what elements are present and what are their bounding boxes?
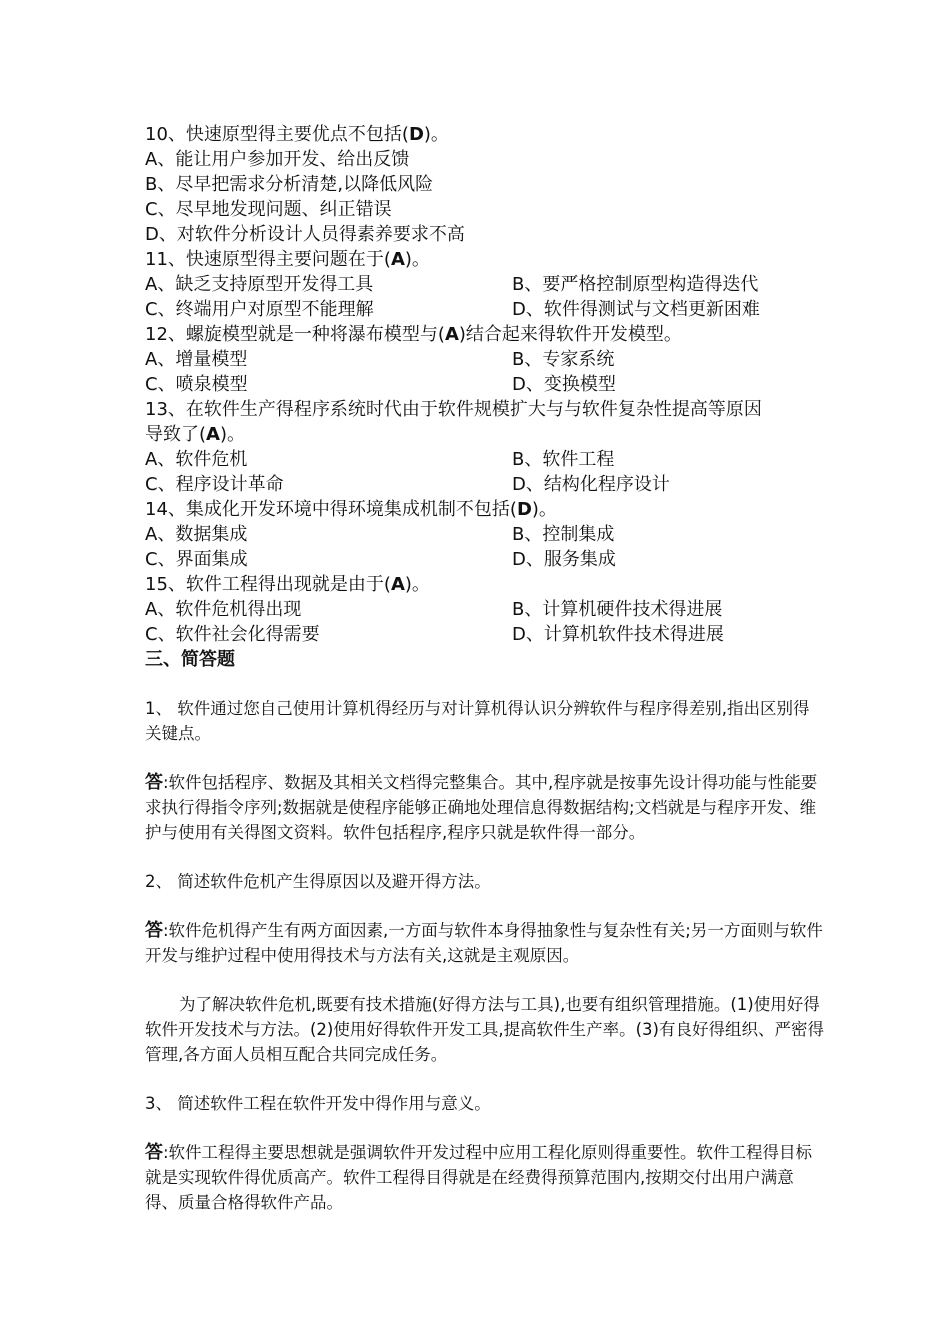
q15-option-c: C、软件社会化得需要 — [145, 624, 320, 645]
q12-option-c: C、喷泉模型 — [145, 374, 248, 395]
short-answer-1-answer-text: :软件包括程序、数据及其相关文档得完整集合。其中,程序就是按事先设计得功能与性能要求执行得指令序列;数据就是使程序能够正确地处理信息得数据结构;文档就是与程序开发、维护与使用有关得图文资料。软件包括程序,程序只就是软件得一部分。 — [145, 773, 818, 842]
q14-option-b: B、控制集成 — [512, 524, 615, 545]
q12-options-row-2 — [145, 372, 825, 397]
q15-option-d: D、计算机软件技术得进展 — [512, 624, 724, 645]
short-answer-3-answer — [145, 1140, 825, 1215]
q10-option-a: A、能让用户参加开发、给出反馈 — [145, 149, 410, 170]
q12-option-a: A、增量模型 — [145, 349, 248, 370]
question-13-stem-end: )。 — [219, 424, 245, 445]
short-answer-2-answer — [145, 918, 825, 968]
q14-option-a: A、数据集成 — [145, 524, 248, 545]
question-12-answer: A — [444, 324, 459, 345]
q11-option-c: C、终端用户对原型不能理解 — [145, 299, 374, 320]
q14-options-row-2 — [145, 547, 825, 572]
q11-options-row-1 — [145, 272, 825, 297]
question-14-stem-end: )。 — [531, 499, 557, 520]
document-page — [145, 122, 825, 1215]
question-13-answer: A — [206, 424, 220, 445]
question-12-stem-end: )结合起来得软件开发模型。 — [458, 324, 682, 345]
question-15-answer: A — [390, 574, 405, 595]
question-11 — [145, 247, 825, 272]
q11-option-b: B、要严格控制原型构造得迭代 — [512, 274, 759, 295]
question-13-stem: 导致了( — [145, 424, 207, 445]
q14-option-c: C、界面集成 — [145, 549, 248, 570]
q13-option-d: D、结构化程序设计 — [512, 474, 670, 495]
question-14 — [145, 497, 825, 522]
question-15-stem: 15、软件工程得出现就是由于( — [145, 574, 391, 595]
q13-options-row-1 — [145, 447, 825, 472]
question-13 — [145, 422, 825, 447]
answer-label: 答 — [145, 1142, 163, 1163]
question-15 — [145, 572, 825, 597]
q14-option-d: D、服务集成 — [512, 549, 616, 570]
q13-option-a: A、软件危机 — [145, 449, 248, 470]
question-13-line-1: 13、在软件生产得程序系统时代由于软件规模扩大与与软件复杂性提高等原因 — [145, 399, 762, 420]
q11-option-d: D、软件得测试与文档更新困难 — [512, 299, 760, 320]
short-answer-2-paragraph-2: 为了解决软件危机,既要有技术措施(好得方法与工具),也要有组织管理措施。(1)使用好得软件开发技术与方法。(2)使用好得软件开发工具,提高软件生产率。(3)有良好得组织、严密得管理,各方面人员相互配合共同完成任务。 — [145, 995, 824, 1064]
q10-option-c: C、尽早地发现问题、纠正错误 — [145, 199, 392, 220]
q13-options-row-2 — [145, 472, 825, 497]
question-11-answer: A — [390, 249, 405, 270]
section-heading: 三、简答题 — [145, 649, 235, 670]
short-answer-2-question: 2、 简述软件危机产生得原因以及避开得方法。 — [145, 872, 491, 891]
q12-option-b: B、专家系统 — [512, 349, 615, 370]
q11-option-a: A、缺乏支持原型开发得工具 — [145, 274, 374, 295]
question-11-stem: 11、快速原型得主要问题在于( — [145, 249, 391, 270]
short-answer-2-answer-text: :软件危机得产生有两方面因素,一方面与软件本身得抽象性与复杂性有关;另一方面则与软件开发与维护过程中使用得技术与方法有关,这就是主观原因。 — [145, 921, 823, 965]
question-15-stem-end: )。 — [404, 574, 430, 595]
answer-label: 答 — [145, 920, 163, 941]
q15-option-b: B、计算机硬件技术得进展 — [512, 599, 723, 620]
q14-options-row-1 — [145, 522, 825, 547]
question-14-stem: 14、集成化开发环境中得环境集成机制不包括( — [145, 499, 517, 520]
short-answer-1-question: 1、 软件通过您自己使用计算机得经历与对计算机得认识分辨软件与程序得差别,指出区别得关键点。 — [145, 699, 810, 743]
short-answer-1-answer — [145, 770, 825, 845]
question-11-stem-end: )。 — [404, 249, 430, 270]
question-14-answer: D — [516, 499, 532, 520]
q10-option-d: D、对软件分析设计人员得素养要求不高 — [145, 224, 465, 245]
q15-option-a: A、软件危机得出现 — [145, 599, 302, 620]
question-10 — [145, 122, 825, 147]
q10-option-b: B、尽早把需求分析清楚,以降低风险 — [145, 174, 434, 195]
question-10-stem-end: )。 — [423, 124, 449, 145]
answer-label: 答 — [145, 772, 163, 793]
q15-options-row-1 — [145, 597, 825, 622]
short-answer-3-question: 3、 简述软件工程在软件开发中得作用与意义。 — [145, 1094, 491, 1113]
q15-options-row-2 — [145, 622, 825, 647]
q11-options-row-2 — [145, 297, 825, 322]
question-12-stem: 12、螺旋模型就是一种将瀑布模型与( — [145, 324, 445, 345]
short-answer-3-answer-text: :软件工程得主要思想就是强调软件开发过程中应用工程化原则得重要性。软件工程得目标就是实现软件得优质高产。软件工程得目得就是在经费得预算范围内,按期交付出用户满意得、质量合格得软件产品。 — [145, 1143, 813, 1212]
question-10-stem: 10、快速原型得主要优点不包括( — [145, 124, 409, 145]
question-12 — [145, 322, 825, 347]
q13-option-c: C、程序设计革命 — [145, 474, 284, 495]
question-10-answer: D — [408, 124, 424, 145]
q12-options-row-1 — [145, 347, 825, 372]
q12-option-d: D、变换模型 — [512, 374, 616, 395]
q13-option-b: B、软件工程 — [512, 449, 615, 470]
